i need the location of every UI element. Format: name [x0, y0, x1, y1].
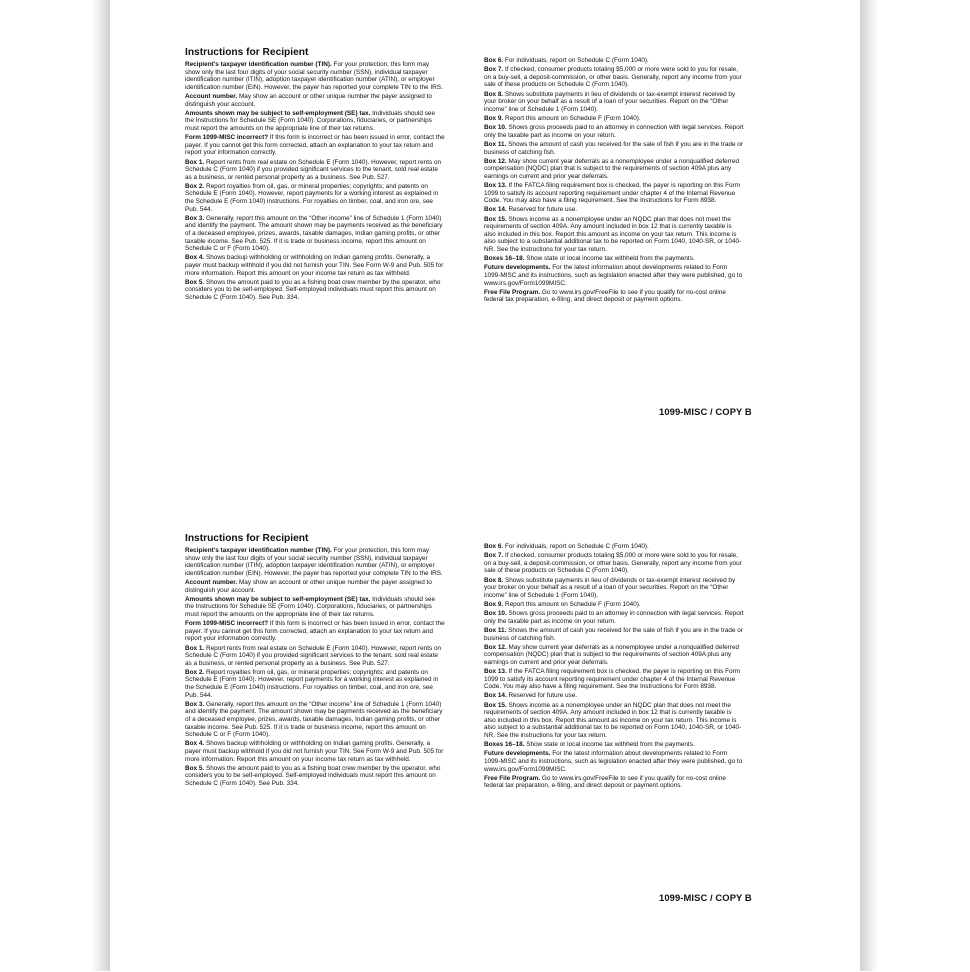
box-4-label: Box 4. — [185, 254, 205, 262]
box-11-text: Shows the amount of cash you received for the sale of fish if you are in the trade or business of catching fish. — [484, 626, 743, 642]
free-file-text: Go to www.irs.gov/FreeFile to see if you qualify for no-cost online federal tax preparation, e-filing, and direct deposit or payment options. — [484, 288, 726, 304]
free-file-paragraph — [484, 775, 744, 790]
free-file-paragraph — [484, 289, 744, 304]
box-10-label: Box 10. — [484, 124, 507, 132]
se-tax-label: Amounts shown may be subject to self-employment (SE) tax. — [185, 109, 371, 117]
left-column — [185, 47, 445, 303]
box-3-text: Generally, report this amount on the “Other income” line of Schedule 1 (Form 1040) and identify the payment. The amount shown may be payments received as the beneficiary of a deceased employee, prizes, awards, taxable damages, Indian gaming profits, or other taxable income. See Pub. 525. If it is trade or business income, report this amount on Schedule C or F (Form 1040). — [185, 700, 443, 739]
form-incorrect-label: Form 1099-MISC incorrect? — [185, 620, 269, 628]
instructions-copy-2 — [110, 486, 860, 972]
box-14-paragraph — [484, 206, 744, 214]
future-developments-text: For the latest information about developments related to Form 1099-MISC and its instructions, such as legislation enacted after they were published, go to www.irs.gov/Form1099MISC. — [484, 750, 743, 773]
box-1-text: Report rents from real estate on Schedule E (Form 1040). However, report rents on Schedule C (Form 1040) if you provided significant services to the tenant, sold real estate as a business, or rented personal property as a business. See Pub. 527. — [185, 644, 442, 667]
right-column — [484, 57, 744, 306]
future-developments-label: Future developments. — [484, 750, 551, 758]
box-7-text: If checked, consumer products totaling $5,000 or more were sold to you for resale, on a buy-sell, a deposit-commission, or other basis. Generally, report any income from your sale of these products on Schedule C (Form 1040). — [484, 552, 742, 575]
box-3-paragraph — [185, 701, 445, 739]
box-10-text: Shows gross proceeds paid to an attorney in connection with legal services. Report only the taxable part as income on your return. — [484, 610, 744, 625]
box-13-text: If the FATCA filing requirement box is checked, the payer is reporting on this Form 1099 to satisfy its account reporting requirement under chapter 4 of the Internal Revenue Code. You may also have a filing requirement. See the Instructions for Form 8938. — [484, 182, 740, 205]
box-13-text: If the FATCA filing requirement box is checked, the payer is reporting on this Form 1099 to satisfy its account reporting requirement under chapter 4 of the Internal Revenue Code. You may also have a filing requirement. See the Instructions for Form 8938. — [484, 668, 740, 691]
box-13-paragraph — [484, 668, 744, 691]
box-12-paragraph — [484, 158, 744, 181]
form-incorrect-text: If this form is incorrect or has been issued in error, contact the payer. If you cannot get this form corrected, attach an explanation to your tax return and report your information correctly. — [185, 620, 445, 643]
box-5-label: Box 5. — [185, 278, 205, 286]
box-1-label: Box 1. — [185, 158, 205, 166]
box-15-text: Shows income as a nonemployee under an NQDC plan that does not meet the requirements of section 409A. Any amount included in box 12 that is currently taxable is also included in this box. Report this amount as income on your tax return. This income is also subject to a substantial additional tax to be reported on Form 1040, 1040-SR, or 1040-NR. See the instructions for your tax return. — [484, 701, 742, 739]
box-5-paragraph — [185, 279, 445, 302]
box-13-label: Box 13. — [484, 182, 507, 190]
box-15-label: Box 15. — [484, 701, 507, 709]
box-3-label: Box 3. — [185, 700, 205, 708]
se-tax-text: Individuals should see the Instructions for Schedule SE (Form 1040). Corporations, fiduciaries, or partnerships must report the amounts on the appropriate line of their tax returns. — [185, 109, 436, 132]
box-6-text: For individuals, report on Schedule C (Form 1040). — [504, 57, 649, 64]
account-number-label: Account number. — [185, 578, 238, 586]
tin-text: For your protection, this form may show only the last four digits of your social security number (SSN), individual taxpayer identification number (ITIN), adoption taxpayer identification number (ATIN), or employer identification number (EIN). However, the payer has reported your complete TIN to the IRS. — [185, 547, 443, 577]
box-4-text: Shows backup withholding or withholding on Indian gaming profits. Generally, a payer must backup withhold if you did not furnish your TIN. See Form W-9 and Pub. 505 for more information. Report this amount on your income tax return as tax withheld. — [185, 254, 444, 277]
form-incorrect-label: Form 1099-MISC incorrect? — [185, 134, 269, 142]
tin-text: For your protection, this form may show only the last four digits of your social security number (SSN), individual taxpayer identification number (ITIN), adoption taxpayer identification number (ATIN), or employer identification number (EIN). However, the payer has reported your complete TIN to the IRS. — [185, 61, 443, 91]
instructions-heading: Instructions for Recipient — [185, 533, 309, 544]
box-6-paragraph — [484, 57, 744, 65]
box-13-label: Box 13. — [484, 668, 507, 676]
box-2-paragraph — [185, 183, 445, 213]
box-7-text: If checked, consumer products totaling $5,000 or more were sold to you for resale, on a buy-sell, a deposit-commission, or other basis. Generally, report any income from your sale of these products on Schedule C (Form 1040). — [484, 66, 742, 89]
box-3-paragraph — [185, 215, 445, 253]
box-12-label: Box 12. — [484, 643, 507, 651]
box-15-paragraph — [484, 702, 744, 740]
boxes-16-18-paragraph — [484, 741, 744, 749]
box-13-paragraph — [484, 182, 744, 205]
se-tax-paragraph — [185, 596, 445, 619]
form-incorrect-text: If this form is incorrect or has been issued in error, contact the payer. If you cannot get this form corrected, attach an explanation to your tax return and report your information correctly. — [185, 134, 445, 157]
box-14-label: Box 14. — [484, 206, 507, 214]
se-tax-text: Individuals should see the Instructions for Schedule SE (Form 1040). Corporations, fiduciaries, or partnerships must report the amounts on the appropriate line of their tax returns. — [185, 595, 436, 618]
instructions-heading: Instructions for Recipient — [185, 47, 309, 58]
form-incorrect-paragraph — [185, 134, 445, 157]
box-6-paragraph — [484, 543, 744, 551]
box-7-label: Box 7. — [484, 552, 504, 560]
box-7-paragraph — [484, 66, 744, 89]
box-8-text: Shows substitute payments in lieu of dividends or tax-exempt interest received by your broker on your behalf as a result of a loan of your securities. Report on the “Other income” line of Schedule 1 (Form 1040). — [484, 90, 736, 113]
boxes-16-18-text: Show state or local income tax withheld from the payments. — [526, 255, 695, 263]
future-developments-text: For the latest information about developments related to Form 1099-MISC and its instructions, such as legislation enacted after they were published, go to www.irs.gov/Form1099MISC. — [484, 264, 743, 287]
box-14-text: Reserved for future use. — [508, 206, 578, 214]
box-11-paragraph — [484, 627, 744, 642]
free-file-label: Free File Program. — [484, 288, 541, 296]
box-9-paragraph — [484, 115, 744, 123]
form-sheet — [110, 0, 860, 971]
box-6-label: Box 6. — [484, 57, 504, 64]
box-11-label: Box 11. — [484, 140, 507, 148]
box-10-label: Box 10. — [484, 610, 507, 618]
boxes-16-18-label: Boxes 16–18. — [484, 255, 525, 263]
box-4-label: Box 4. — [185, 740, 205, 748]
box-11-paragraph — [484, 141, 744, 156]
account-number-paragraph — [185, 93, 445, 108]
form-incorrect-paragraph — [185, 620, 445, 643]
box-8-text: Shows substitute payments in lieu of dividends or tax-exempt interest received by your broker on your behalf as a result of a loan of your securities. Report on the “Other income” line of Schedule 1 (Form 1040). — [484, 576, 736, 599]
box-12-text: May show current year deferrals as a nonemployee under a nonqualified deferred compensation (NQDC) plan that is subject to the requirements of section 409A plus any earnings on current and prior year deferrals. — [484, 157, 740, 180]
box-15-label: Box 15. — [484, 215, 507, 223]
right-column — [484, 543, 744, 792]
box-11-text: Shows the amount of cash you received for the sale of fish if you are in the trade or business of catching fish. — [484, 140, 743, 156]
box-6-text: For individuals, report on Schedule C (Form 1040). — [504, 543, 649, 550]
box-8-paragraph — [484, 577, 744, 600]
box-12-text: May show current year deferrals as a nonemployee under a nonqualified deferred compensation (NQDC) plan that is subject to the requirements of section 409A plus any earnings on current and prior year deferrals. — [484, 643, 740, 666]
box-9-text: Report this amount on Schedule F (Form 1040). — [504, 600, 641, 608]
box-2-text: Report royalties from oil, gas, or mineral properties; copyrights; and patents on Schedule E (Form 1040). However, report payments for a working interest as explained in the Schedule E (Form 1040) instructions. For royalties on timber, coal, and iron ore, see Pub. 544. — [185, 668, 439, 699]
box-5-text: Shows the amount paid to you as a fishing boat crew member by the operator, who considers you to be self-employed. Self-employed individuals must report this amount on Schedule C (Form 1040). See Pub. 334. — [185, 278, 441, 301]
box-8-paragraph — [484, 91, 744, 114]
box-14-label: Box 14. — [484, 692, 507, 700]
box-11-label: Box 11. — [484, 626, 507, 634]
box-1-label: Box 1. — [185, 644, 205, 652]
box-15-paragraph — [484, 216, 744, 254]
account-number-label: Account number. — [185, 92, 238, 100]
future-developments-paragraph — [484, 264, 744, 287]
box-8-label: Box 8. — [484, 576, 504, 584]
account-number-text: May show an account or other unique number the payer assigned to distinguish your account. — [185, 92, 432, 108]
box-1-paragraph — [185, 159, 445, 182]
box-8-label: Box 8. — [484, 90, 504, 98]
box-4-paragraph — [185, 254, 445, 277]
box-14-text: Reserved for future use. — [508, 692, 578, 700]
box-10-paragraph — [484, 610, 744, 625]
boxes-16-18-text: Show state or local income tax withheld from the payments. — [526, 741, 695, 749]
box-9-label: Box 9. — [484, 600, 504, 608]
tin-label: Recipient's taxpayer identification number (TIN). — [185, 547, 332, 554]
account-number-text: May show an account or other unique number the payer assigned to distinguish your account. — [185, 578, 432, 594]
se-tax-paragraph — [185, 110, 445, 133]
left-column — [185, 533, 445, 789]
box-7-paragraph — [484, 552, 744, 575]
box-5-label: Box 5. — [185, 764, 205, 772]
tin-label: Recipient's taxpayer identification number (TIN). — [185, 61, 332, 68]
box-7-label: Box 7. — [484, 66, 504, 74]
box-2-paragraph — [185, 669, 445, 699]
instructions-copy-1 — [110, 0, 860, 486]
page-shadow-right — [860, 0, 878, 971]
box-4-paragraph — [185, 740, 445, 763]
box-5-paragraph — [185, 765, 445, 788]
box-1-text: Report rents from real estate on Schedule E (Form 1040). However, report rents on Schedule C (Form 1040) if you provided significant services to the tenant, sold real estate as a business, or rented personal property as a business. See Pub. 527. — [185, 158, 442, 181]
tin-paragraph — [185, 61, 445, 91]
box-10-paragraph — [484, 124, 744, 139]
future-developments-label: Future developments. — [484, 264, 551, 272]
box-10-text: Shows gross proceeds paid to an attorney in connection with legal services. Report only the taxable part as income on your return. — [484, 124, 744, 139]
box-9-text: Report this amount on Schedule F (Form 1040). — [504, 114, 641, 122]
box-5-text: Shows the amount paid to you as a fishing boat crew member by the operator, who considers you to be self-employed. Self-employed individuals must report this amount on Schedule C (Form 1040). See Pub. 334. — [185, 764, 441, 787]
tin-paragraph — [185, 547, 445, 577]
box-12-label: Box 12. — [484, 157, 507, 165]
box-9-label: Box 9. — [484, 114, 504, 122]
form-copy-footer: 1099-MISC / COPY B — [659, 406, 752, 417]
box-3-text: Generally, report this amount on the “Other income” line of Schedule 1 (Form 1040) and identify the payment. The amount shown may be payments received as the beneficiary of a deceased employee, prizes, awards, taxable damages, Indian gaming profits, or other taxable income. See Pub. 525. If it is trade or business income, report this amount on Schedule C or F (Form 1040). — [185, 214, 443, 253]
box-2-label: Box 2. — [185, 668, 205, 676]
box-12-paragraph — [484, 644, 744, 667]
box-15-text: Shows income as a nonemployee under an NQDC plan that does not meet the requirements of section 409A. Any amount included in box 12 that is currently taxable is also included in this box. Report this amount as income on your tax return. This income is also subject to a substantial additional tax to be reported on Form 1040, 1040-SR, or 1040-NR. See the instructions for your tax return. — [484, 215, 742, 253]
box-14-paragraph — [484, 692, 744, 700]
box-9-paragraph — [484, 601, 744, 609]
box-4-text: Shows backup withholding or withholding on Indian gaming profits. Generally, a payer must backup withhold if you did not furnish your TIN. See Form W-9 and Pub. 505 for more information. Report this amount on your income tax return as tax withheld. — [185, 740, 444, 763]
page-shadow-left — [92, 0, 110, 971]
free-file-label: Free File Program. — [484, 774, 541, 782]
form-copy-footer: 1099-MISC / COPY B — [659, 892, 752, 903]
future-developments-paragraph — [484, 750, 744, 773]
account-number-paragraph — [185, 579, 445, 594]
box-2-text: Report royalties from oil, gas, or mineral properties; copyrights; and patents on Schedule E (Form 1040). However, report payments for a working interest as explained in the Schedule E (Form 1040) instructions. For royalties on timber, coal, and iron ore, see Pub. 544. — [185, 182, 439, 213]
box-3-label: Box 3. — [185, 214, 205, 222]
box-6-label: Box 6. — [484, 543, 504, 550]
box-2-label: Box 2. — [185, 182, 205, 190]
box-1-paragraph — [185, 645, 445, 668]
free-file-text: Go to www.irs.gov/FreeFile to see if you qualify for no-cost online federal tax preparation, e-filing, and direct deposit or payment options. — [484, 774, 726, 790]
boxes-16-18-label: Boxes 16–18. — [484, 741, 525, 749]
se-tax-label: Amounts shown may be subject to self-employment (SE) tax. — [185, 595, 371, 603]
boxes-16-18-paragraph — [484, 255, 744, 263]
